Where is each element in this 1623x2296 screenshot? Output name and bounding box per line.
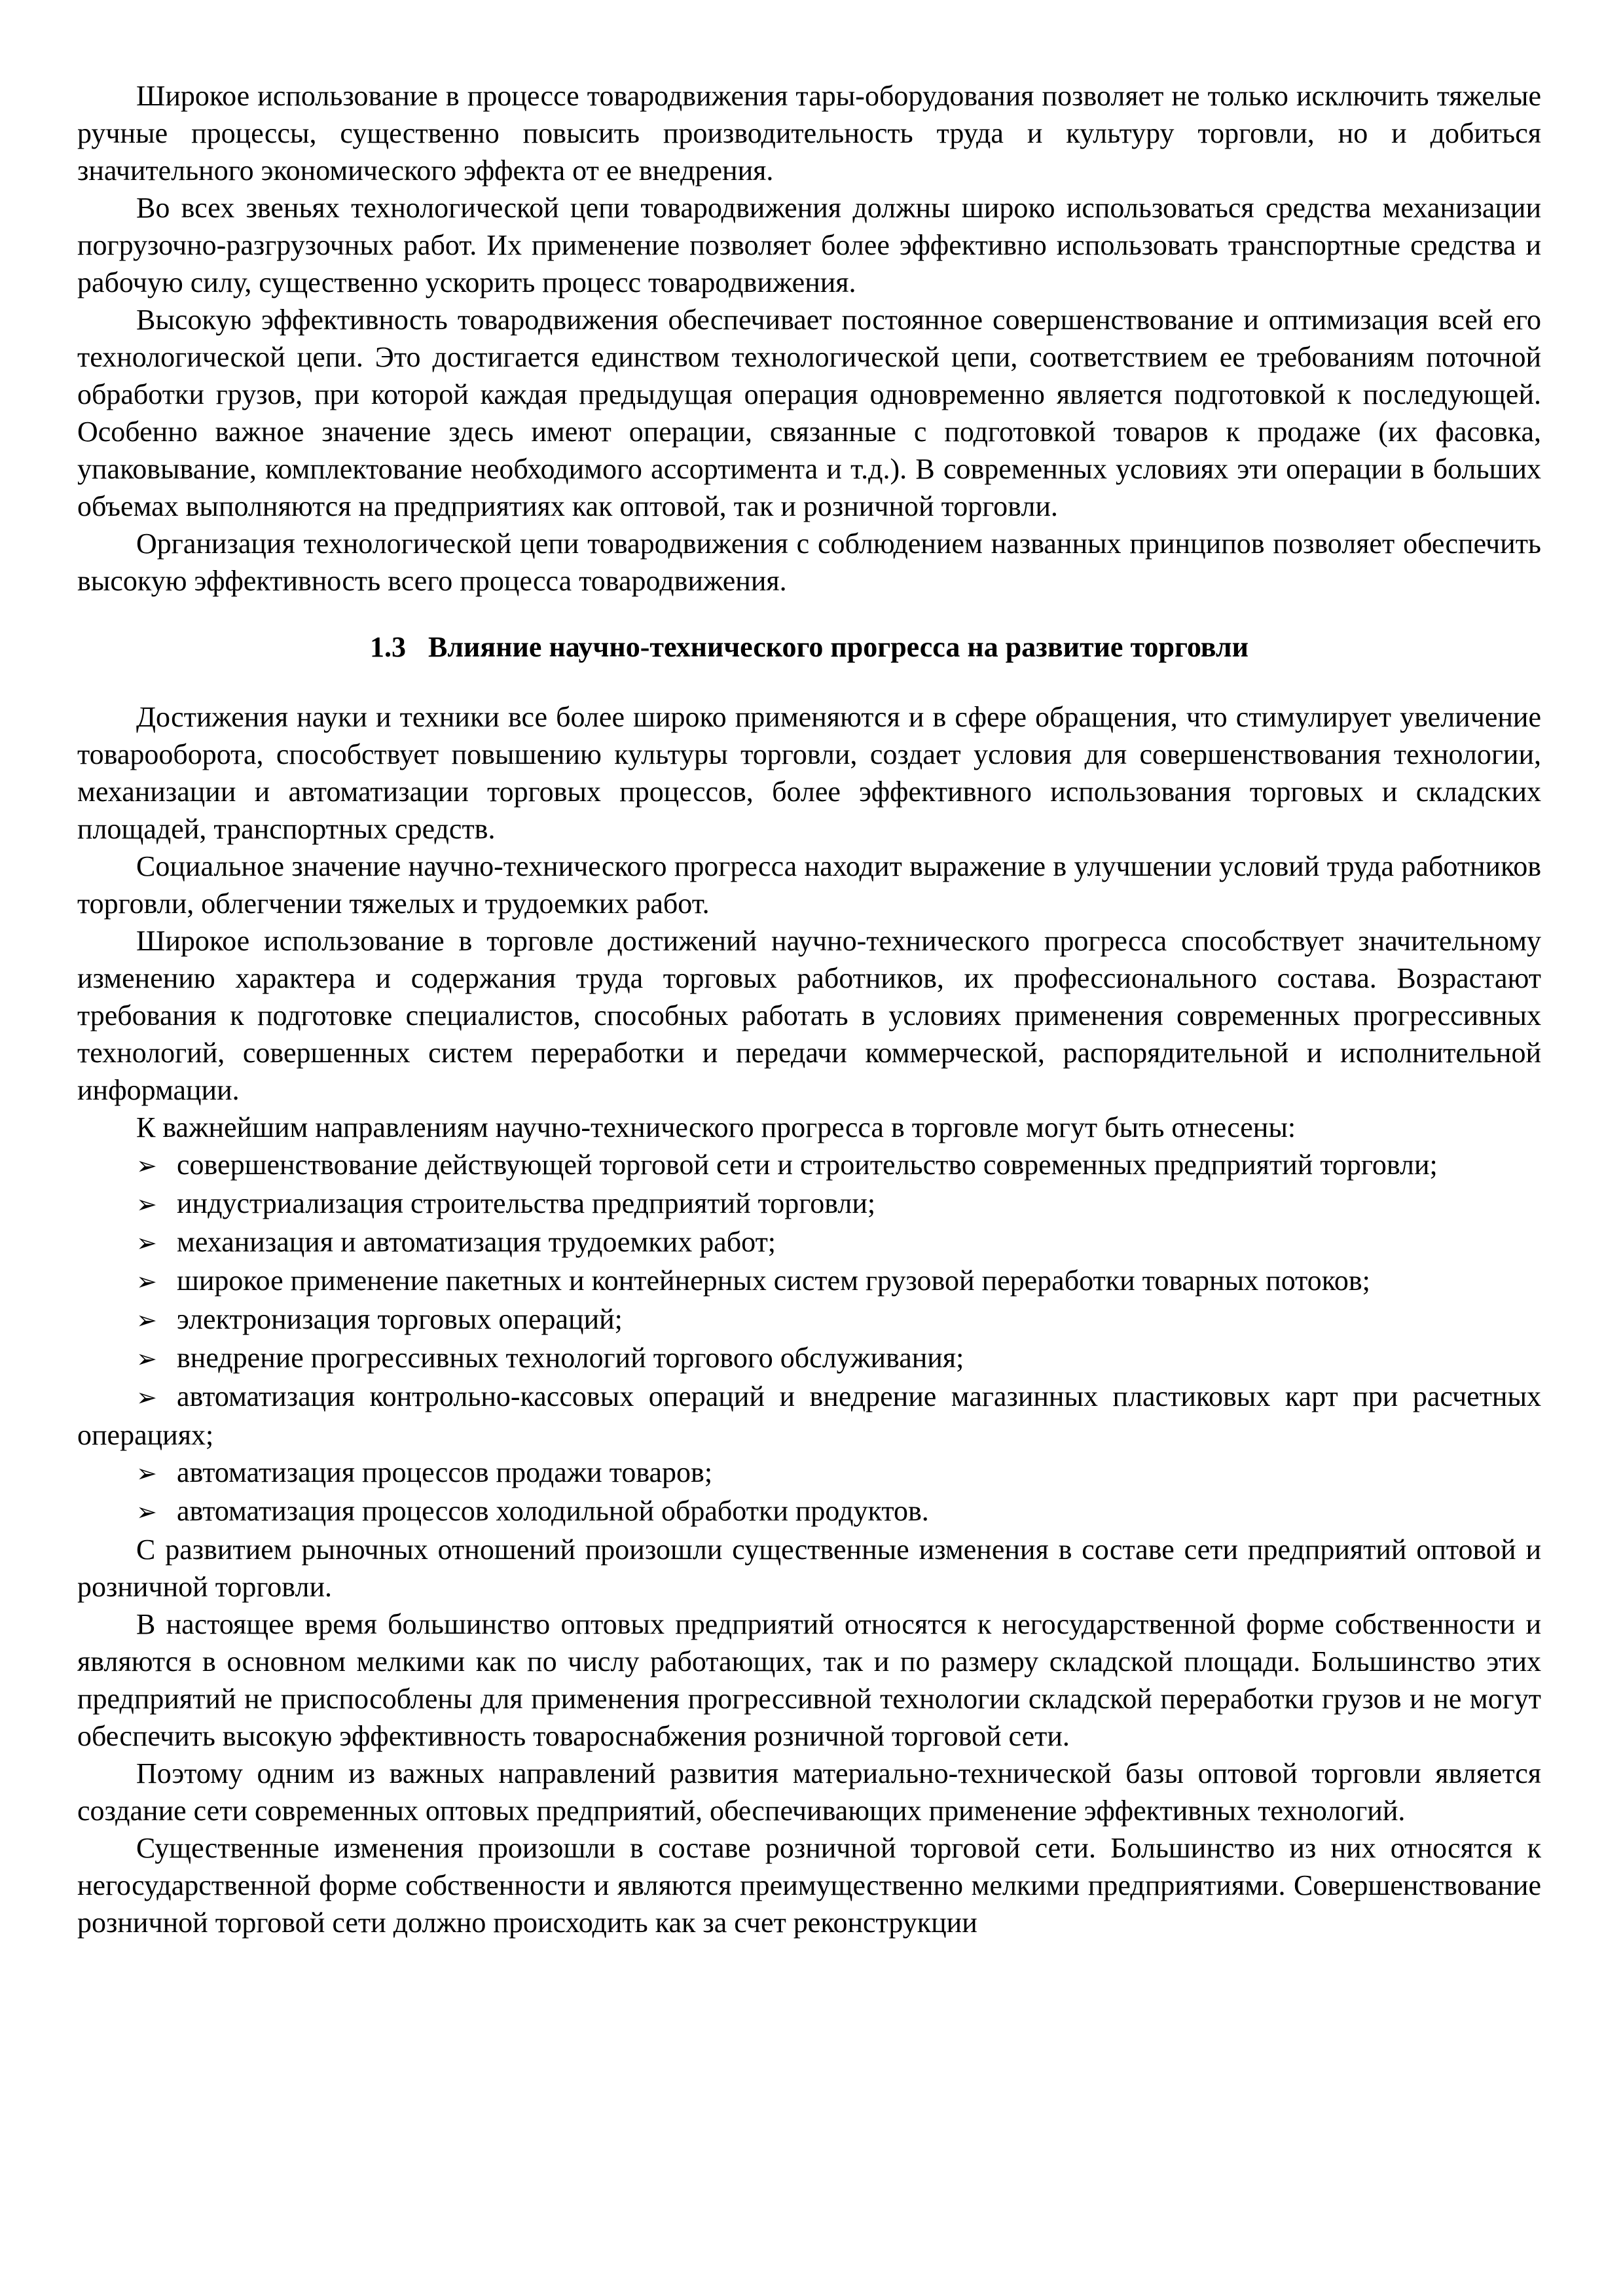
paragraph: Высокую эффективность товародвижения обеспечивает постоянное совершенствование и оптимизация всей его технологической цепи. Это достигается единством технологической цепи, соответствием ее требованиям поточной обработки грузов, при которой каждая предыдущая операция одновременно является подготовкой к последующей. Особенно важное значение здесь имеют операции, связанные с подготовкой товаров к продаже (их фасовка, упаковывание, комплектование необходимого ассортимента и т.д.). В современных условиях эти операции в больших объемах выполняются на предприятиях как оптовой, так и розничной торговли. xyxy=(77,304,1541,522)
paragraph: Во всех звеньях технологической цепи товародвижения должны широко использоваться средства механизации погрузочно-разгрузочных работ. Их применение позволяет более эффективно использовать транспортные средства и рабочую силу, существенно ускорить процесс товародвижения. xyxy=(77,192,1541,298)
list-item-text: внедрение прогрессивных технологий торгового обслуживания; xyxy=(177,1342,964,1374)
paragraph: Широкое использование в торговле достижений научно-технического прогресса способствует значительному изменению характера и содержания труда торговых работников, их профессионального состава. Возрастают требования к подготовке специалистов, способных работать в условиях применения современных прогрессивных технологий, совершенных систем переработки и передачи коммерческой, распорядительной и исполнительной информации. xyxy=(77,925,1541,1106)
section-heading xyxy=(77,600,1541,698)
section-title: Влияние научно-технического прогресса на развитие торговли xyxy=(428,631,1249,663)
arrow-bullet-icon: ➢ xyxy=(136,1498,157,1526)
paragraph: Широкое использование в процессе товародвижения тары-оборудования позволяет не только исключить тяжелые ручные процессы, существенно повысить производительность труда и культуру торговли, но и добиться значительного экономического эффекта от ее внедрения. xyxy=(77,80,1541,187)
arrow-bullet-icon: ➢ xyxy=(136,1267,157,1296)
arrow-bullet-icon: ➢ xyxy=(136,1306,157,1335)
paragraph: Достижения науки и техники все более широко применяются и в сфере обращения, что стимулирует увеличение товарооборота, способствует повышению культуры торговли, создает условия для совершенствования технологии, механизации и автоматизации торговых процессов, более эффективного использования торговых и складских площадей, транспортных средств. xyxy=(77,701,1541,845)
list-item xyxy=(77,1378,1541,1454)
list-item-text: автоматизация процессов холодильной обработки продуктов. xyxy=(177,1495,929,1527)
arrow-bullet-icon: ➢ xyxy=(136,1151,157,1180)
paragraph: Поэтому одним из важных направлений развития материально-технической базы оптовой торговли является создание сети современных оптовых предприятий, обеспечивающих применение эффективных технологий. xyxy=(77,1757,1541,1827)
arrow-bullet-icon: ➢ xyxy=(136,1459,157,1488)
paragraph: Социальное значение научно-технического прогресса находит выражение в улучшении условий труда работников торговли, облегчении тяжелых и трудоемких работ. xyxy=(77,850,1541,920)
arrow-bullet-icon: ➢ xyxy=(136,1229,157,1257)
list-item-text: широкое применение пакетных и контейнерных систем грузовой переработки товарных потоков; xyxy=(177,1265,1370,1297)
list-item xyxy=(77,1454,1541,1492)
paragraph: Существенные изменения произошли в составе розничной торговой сети. Большинство из них относятся к негосударственной форме собственности и являются преимущественно мелкими предприятиями. Совершенствование розничной торговой сети должно происходить как за счет реконструкции xyxy=(77,1832,1541,1939)
list-item xyxy=(77,1492,1541,1531)
list-item-text: механизация и автоматизация трудоемких работ; xyxy=(177,1226,776,1258)
arrow-bullet-icon: ➢ xyxy=(136,1190,157,1219)
arrow-bullet-icon: ➢ xyxy=(136,1383,157,1412)
paragraph: С развитием рыночных отношений произошли существенные изменения в составе сети предприятий оптовой и розничной торговли. xyxy=(77,1534,1541,1603)
list-item-text: автоматизация контрольно-кассовых операций и внедрение магазинных пластиковых карт при расчетных операциях; xyxy=(77,1380,1541,1451)
list-item-text: индустриализация строительства предприятий торговли; xyxy=(177,1187,876,1219)
list-item-text: совершенствование действующей торговой сети и строительство современных предприятий торговли; xyxy=(177,1149,1438,1181)
list-item xyxy=(77,1223,1541,1262)
list-item xyxy=(77,1300,1541,1339)
section-number: 1.3 xyxy=(370,631,407,663)
list-item-text: электронизация торговых операций; xyxy=(177,1303,623,1335)
paragraph: К важнейшим направлениям научно-технического прогресса в торговле могут быть отнесены: xyxy=(136,1111,1296,1143)
list-item-text: автоматизация процессов продажи товаров; xyxy=(177,1456,713,1488)
paragraph: Организация технологической цепи товародвижения с соблюдением названных принципов позволяет обеспечить высокую эффективность всего процесса товародвижения. xyxy=(77,528,1541,597)
document-page xyxy=(77,77,1541,1941)
list-item xyxy=(77,1339,1541,1378)
list-item xyxy=(77,1146,1541,1185)
paragraph: В настоящее время большинство оптовых предприятий относятся к негосударственной форме собственности и являются в основном мелкими как по числу работающих, так и по размеру складской площади. Большинство этих предприятий не приспособлены для применения прогрессивной технологии складской переработки грузов и не могут обеспечить высокую эффективность товароснабжения розничной торговой сети. xyxy=(77,1608,1541,1752)
bullet-list xyxy=(77,1146,1541,1531)
arrow-bullet-icon: ➢ xyxy=(136,1344,157,1373)
list-item xyxy=(77,1185,1541,1223)
list-item xyxy=(77,1262,1541,1300)
